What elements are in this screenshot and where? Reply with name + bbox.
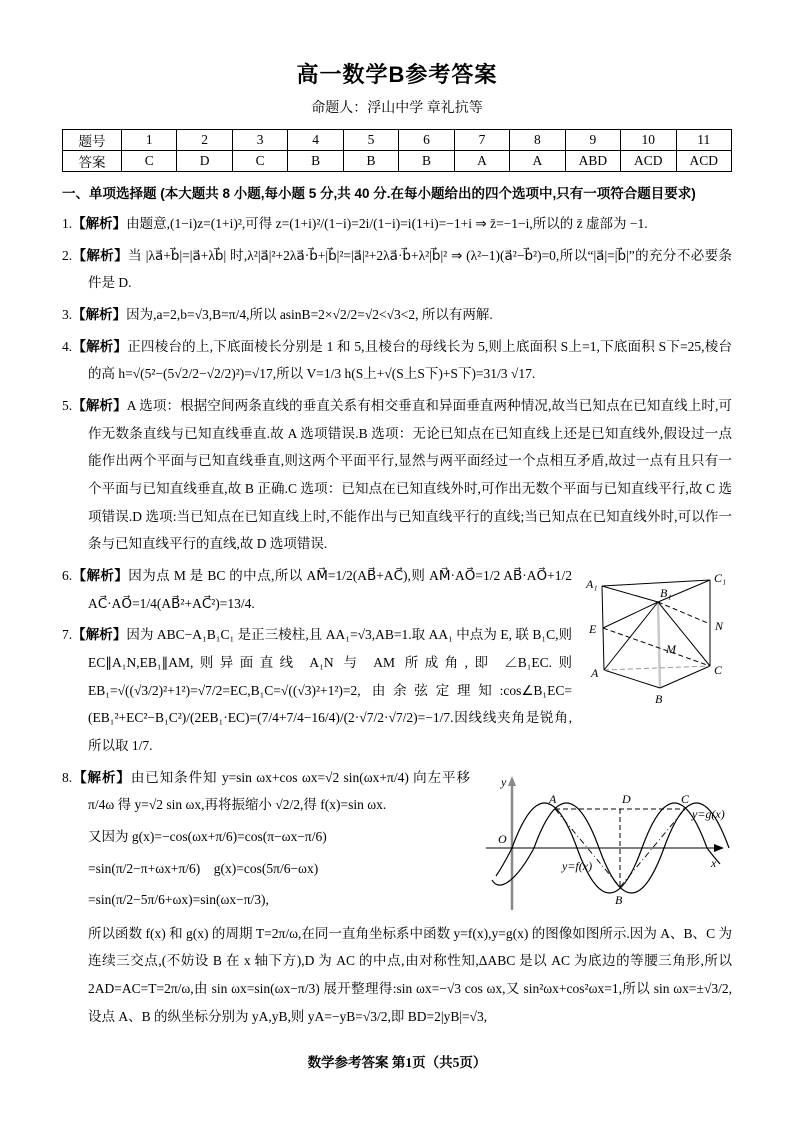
question-number-cell: 4 <box>288 130 343 151</box>
vertex-label-c1: C₁ <box>714 571 727 586</box>
vertex-label-n: N <box>715 619 724 634</box>
solution-8-block <box>62 764 732 920</box>
solution-text: 由题意,(1−i)z=(1+i)²,可得 z=(1+i)²/(1−i)=2i/(1−i)=i(1+i)=−1+i ⇒ z̄=−1−i,所以的 z̄ 虚部为 −1. <box>126 216 648 231</box>
axis-label-y: y <box>501 774 507 789</box>
row-header-cell: 答案 <box>63 151 122 172</box>
curve-label-f: y=f(x) <box>562 858 593 873</box>
solution-item-1 <box>62 210 732 238</box>
solution-text: 正四棱台的上,下底面棱长分别是 1 和 5,且棱台的母线长为 5,则上底面积 S上=1,下底面积 S下=25,棱台的高 h=√(5²−(5√2/2−√2/2)²)=√17,所以 V=1/3 h(S上+√(S上S下)+S下)=31/3 √17. <box>88 338 733 382</box>
question-number-cell: 2 <box>177 130 232 151</box>
analysis-label: 【解析】 <box>72 568 129 584</box>
solution-item-2 <box>62 242 732 297</box>
vertex-label-m: M <box>666 642 676 657</box>
vertex-label-b: B <box>655 692 663 707</box>
question-number-cell: 6 <box>399 130 454 151</box>
solution-item-5 <box>62 392 732 558</box>
solution-8-line-4: =sin(π/2−5π/6+ωx)=sin(ωx−π/3), <box>88 892 269 908</box>
answer-cell: ABD <box>565 151 620 172</box>
wave-figure <box>480 766 732 916</box>
vertex-label-c: C <box>714 663 723 678</box>
solutions-6-7-block <box>62 562 732 764</box>
solution-number: 4. <box>62 338 73 354</box>
prism-figure <box>582 564 732 706</box>
answer-cell: C <box>122 151 177 172</box>
page-footer: 数学参考答案 第1页（共5页） <box>307 1055 487 1070</box>
answer-cell: A <box>510 151 565 172</box>
vertex-label-b1: B₁ <box>660 586 672 601</box>
answer-cell: ACD <box>676 151 731 172</box>
point-label-d: D <box>622 791 631 806</box>
solution-text: 由已知条件知 y=sin ωx+cos ωx=√2 sin(ωx+π/4) 向左平移 π/4ω 得 y=√2 sin ωx,再将振缩小 √2/2,得 f(x)=sin ωx. <box>88 769 470 813</box>
solution-number: 3. <box>62 307 73 323</box>
solution-8-line-3: =sin(π/2−π+ωx+π/6) g(x)=cos(5π/6−ωx) <box>88 860 319 876</box>
analysis-label: 【解析】 <box>72 627 127 643</box>
answer-cell: A <box>454 151 509 172</box>
solution-text: 因为点 M 是 BC 的中点,所以 AM⃗=1/2(AB⃗+AC⃗),则 AM⃗·AO⃗=1/2 AB⃗·AO⃗+1/2 AC⃗·AO⃗=1/4(AB⃗²+AC⃗²)=13/4. <box>88 568 573 611</box>
row-header-cell: 题号 <box>63 130 122 151</box>
solution-item-3 <box>62 301 732 329</box>
answer-table <box>62 129 732 172</box>
question-number-cell: 9 <box>565 130 620 151</box>
answer-cell: ACD <box>621 151 676 172</box>
curve-label-g: y=g(x) <box>692 806 725 821</box>
analysis-label: 【解析】 <box>72 338 128 354</box>
solution-text: 当 |λa⃗+b⃗|=|a⃗+λb⃗| 时,λ²|a⃗|²+2λa⃗·b⃗+|b⃗|²=|a⃗|²+2λa⃗·b⃗+λ²|b⃗|² ⇒ (λ²−1)(a⃗²−b⃗²)=0,所以“|a⃗|=|b⃗|”的充分不必要条件是 D. <box>88 247 732 291</box>
question-number-cell: 10 <box>621 130 676 151</box>
analysis-label: 【解析】 <box>72 307 127 323</box>
answer-cell: C <box>232 151 287 172</box>
solution-text: A 选项：根据空间两条直线的垂直关系有相交垂直和异面垂直两种情况,故当已知点在已知直线上时,可作无数条直线与已知直线垂直.故 A 选项错误.B 选项：无论已知点在已知直线上还是已知直线外,假设过一点能作出两个平面与已知直线垂直,则这两个平面平行,显然与两平面经过一个点相互矛盾,故过一点有且只有一个平面与已知直线垂直,故 B 正确.C 选项：已知点在已知直线外时,可作出无数个平面与已知直线平行,故 C 选项错误.D 选项:当已知点在已知直线上时,不能作出与已知直线平行的直线;当已知点在已知直线外时,可以作一条与已知直线平行的直线,故 D 选项错误. <box>88 398 732 552</box>
question-number-cell: 3 <box>232 130 287 151</box>
solution-8-continuation: 所以函数 f(x) 和 g(x) 的周期 T=2π/ω,在同一直角坐标系中函数 y=f(x),y=g(x) 的图像如图所示.因为 A、B、C 为连续三交点,(不妨设 B 在 x 轴下方),D 为 AC 的中点,由对称性知,ΔABC 是以 AC 为底边的等腰三角形,所以 2AD=AC=T=2π/ω,由 sin ωx=sin(ωx−π/3) 展开整理得:sin ωx=−√3 cos ωx,又 sin²ωx+cos²ωx=1,所以 sin ωx=±√3/2,设点 A、B 的纵坐标分别为 yA,yB,则 yA=−yB=√3/2,即 BD=2|yB|=√3, <box>88 925 732 1024</box>
origin-label: O <box>498 831 507 846</box>
analysis-label: 【解析】 <box>72 769 131 785</box>
solution-number: 6. <box>62 568 73 584</box>
solution-text: 因为 ABC−A₁B₁C₁ 是正三棱柱,且 AA₁=√3,AB=1.取 AA₁ 中点为 E, 联 B₁C,则 EC∥A₁N,EB₁∥AM,则异面直线 A₁N 与 AM 所成角,即 ∠B₁EC.则 EB₁=√((√3/2)²+1²)=√7/2=EC,B₁C=√((√3)²+1²)=2, 由余弦定理知:cos∠B₁EC=(EB₁²+EC²−B₁C²)/(2EB₁·EC)=(7/4+7/4−16/4)/(2·√7/2·√7/2)=−1/7.因线线夹角是锐角,所以取 1/7. <box>88 627 573 754</box>
question-number-cell: 8 <box>510 130 565 151</box>
solution-item-4 <box>62 333 732 388</box>
axis-label-x: x <box>711 855 717 870</box>
answer-cell: B <box>288 151 343 172</box>
answer-cell: D <box>177 151 232 172</box>
answer-table-number-row <box>63 130 732 151</box>
vertex-label-a: A <box>591 666 599 681</box>
analysis-label: 【解析】 <box>72 398 127 414</box>
question-number-cell: 1 <box>122 130 177 151</box>
point-label-b: B <box>615 892 623 907</box>
question-number-cell: 7 <box>454 130 509 151</box>
point-label-a: A <box>549 791 557 806</box>
answer-table-answer-row <box>63 151 732 172</box>
point-label-c: C <box>681 791 690 806</box>
solution-number: 5. <box>62 398 73 414</box>
analysis-label: 【解析】 <box>72 216 127 231</box>
solution-number: 1. <box>62 216 73 231</box>
answer-cell: B <box>343 151 398 172</box>
solution-number: 7. <box>62 627 73 643</box>
answer-cell: B <box>399 151 454 172</box>
section-heading: 一、单项选择题 (本大题共 8 小题,每小题 5 分,共 40 分.在每小题给出的四个选项中,只有一项符合题目要求) <box>62 186 696 201</box>
analysis-label: 【解析】 <box>72 247 129 263</box>
solution-8-line-2: 又因为 g(x)=−cos(ωx+π/6)=cos(π−ωx−π/6) <box>88 829 327 845</box>
page-subtitle: 命题人：浮山中学 章礼抗等 <box>311 101 483 116</box>
question-number-cell: 5 <box>343 130 398 151</box>
vertex-label-e: E <box>589 622 597 637</box>
page-title: 高一数学B参考答案 <box>296 62 498 87</box>
question-number-cell: 11 <box>676 130 731 151</box>
solution-number: 8. <box>62 769 73 785</box>
vertex-label-a1: A₁ <box>586 577 598 592</box>
solution-text: 因为,a=2,b=√3,B=π/4,所以 asinB=2×√2/2=√2<√3<2, 所以有两解. <box>126 307 493 323</box>
solution-number: 2. <box>62 247 73 263</box>
